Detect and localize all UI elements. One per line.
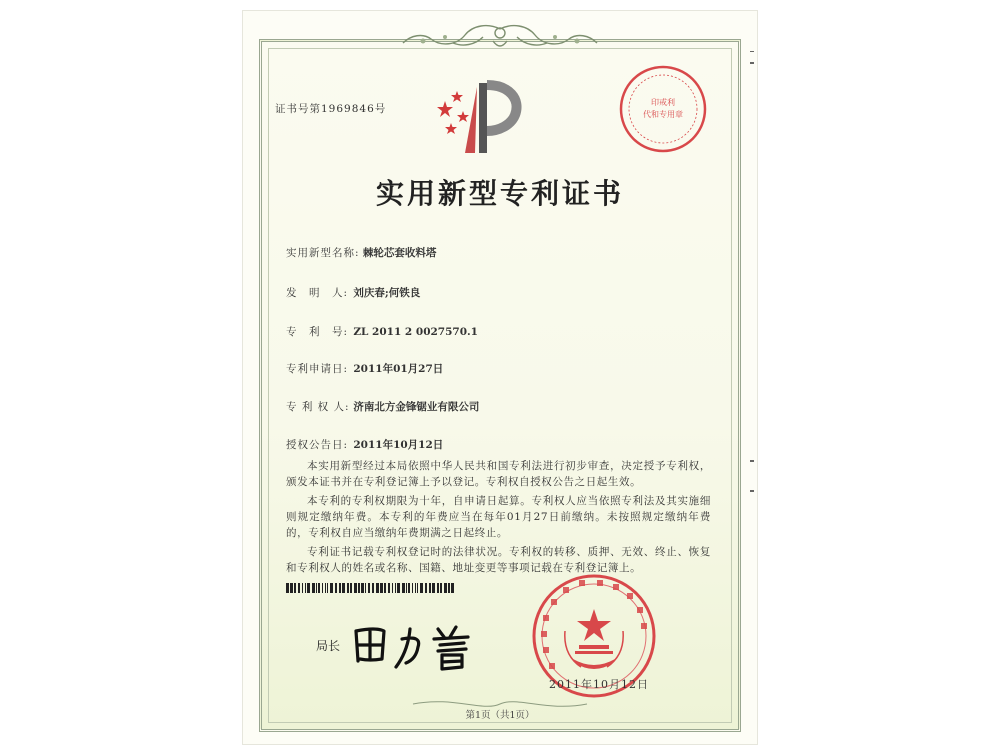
paragraph-1: 本实用新型经过本局依照中华人民共和国专利法进行初步审查，决定授予专利权，颁发本证书并在专利登记簿上予以登记。专利权自授权公告之日起生效。: [286, 460, 711, 488]
margin-ticks-icon: [749, 51, 755, 551]
paragraph-2: 本专利的专利权期限为十年，自申请日起算。专利权人应当依照专利法及其实施细则规定缴纳年费。本专利的年费应当在每年01月27日前缴纳。未按照规定缴纳年费的，专利权自应当缴纳年费期满之日起终止。: [286, 495, 711, 539]
director-signature-icon: [346, 615, 496, 675]
field-grant-date: 授权公告日: 2011年10月12日: [286, 439, 444, 451]
field-patent-number: 专 利 号: ZL 2011 2 0027570.1: [286, 326, 478, 338]
paragraph-3: 专利证书记载专利权登记时的法律状况。专利权的转移、质押、无效、终止、恢复和专利权人的姓名或名称、国籍、地址变更等事项记载在专利登记簿上。: [286, 546, 711, 574]
certificate-number: 证书号第1969846号: [275, 103, 387, 115]
field-patentee: 专 利 权 人: 济南北方金锋锯业有限公司: [286, 401, 480, 413]
certificate-title: 实用新型专利证书: [375, 177, 624, 210]
seal-text-line1: 印戒利: [651, 98, 675, 107]
seal-text-line2: 代和专用章: [643, 110, 683, 119]
director-title: 局长: [316, 639, 341, 653]
top-ornament-icon: [393, 21, 607, 57]
barcode-icon: [286, 583, 456, 593]
registration-seal-icon: [615, 61, 711, 157]
page-number: 第1页（共1页）: [465, 710, 535, 721]
field-application-date: 专利申请日: 2011年01月27日: [286, 363, 444, 375]
field-inventors: 发 明 人: 刘庆春;何铁良: [286, 287, 421, 299]
certificate-page: [243, 11, 757, 744]
patent-office-logo-icon: [429, 79, 525, 159]
field-utility-model-name: 实用新型名称: 棘轮芯套收料塔: [286, 247, 437, 259]
seal-date: 2011年10月12日: [549, 678, 649, 691]
